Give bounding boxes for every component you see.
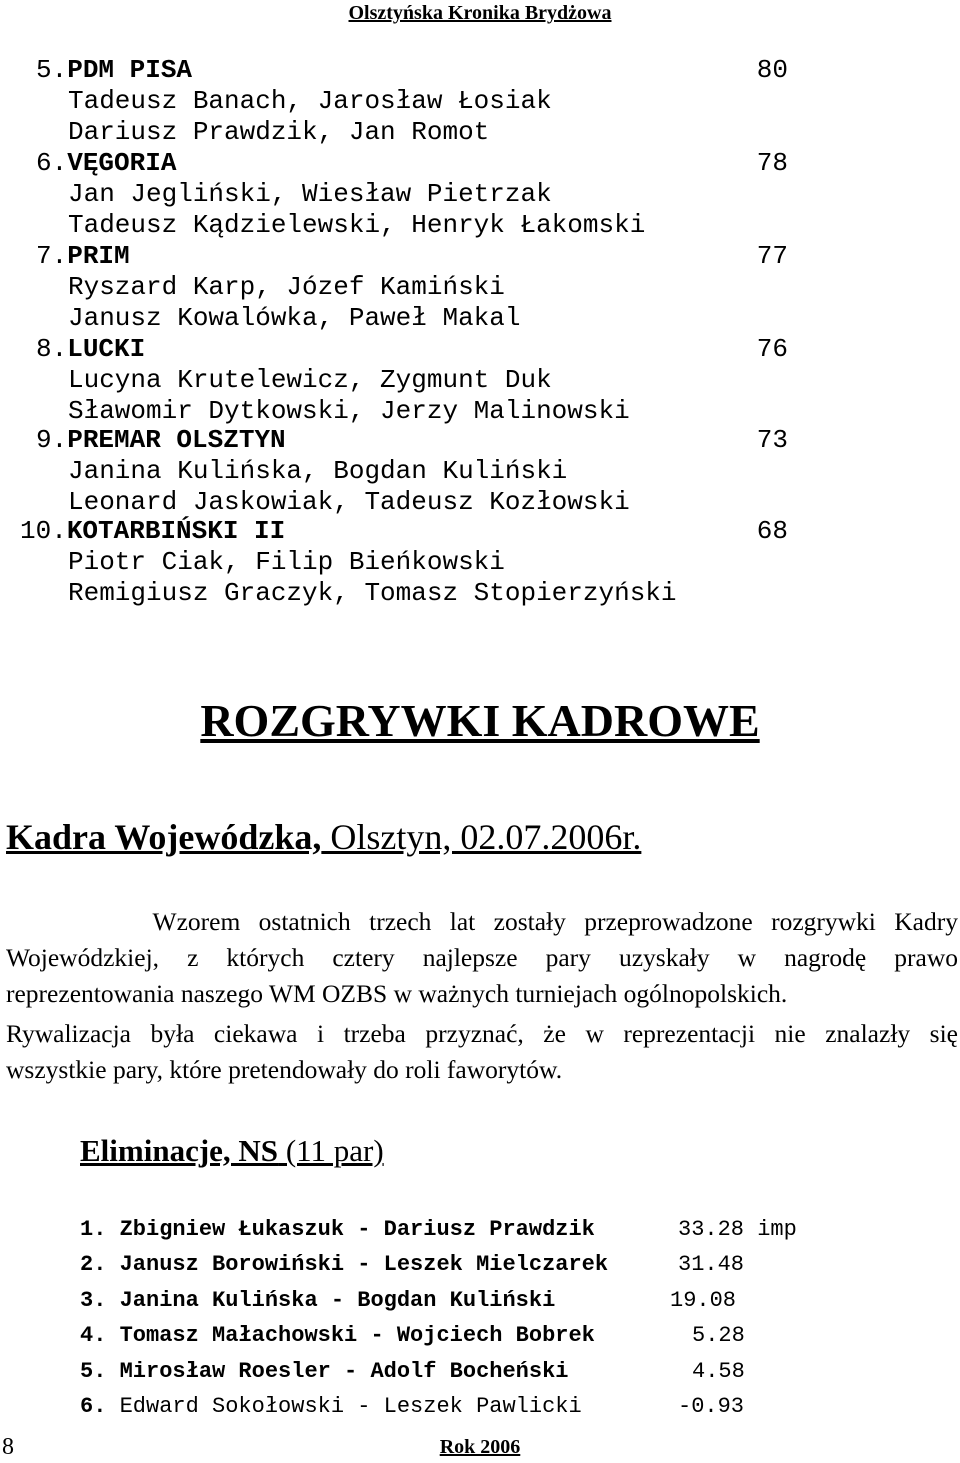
paragraph-line: Rywalizacja była ciekawa i trzeba przyznać, że w reprezentacji nie znalazły się bbox=[6, 1019, 958, 1048]
section-title: ROZGRYWKI KADROWE bbox=[200, 695, 760, 746]
result-pair: Mirosław Roesler - Adolf Bocheński bbox=[119, 1359, 569, 1384]
paragraph-line: wszystkie pary, które pretendowały do roli faworytów. bbox=[6, 1055, 563, 1084]
intro-paragraph bbox=[6, 904, 958, 1012]
eliminations-title-bold: Eliminacje, NS bbox=[80, 1133, 279, 1168]
result-row bbox=[80, 1354, 568, 1390]
result-score: 19.08 bbox=[670, 1288, 737, 1313]
rivalry-paragraph bbox=[6, 1016, 958, 1088]
result-score: 5.28 bbox=[692, 1323, 745, 1348]
result-rank: 2. bbox=[80, 1252, 107, 1277]
team-score: 80 bbox=[756, 55, 788, 85]
team-rank: 5. bbox=[36, 55, 68, 85]
result-row bbox=[80, 1283, 555, 1319]
result-pair: Tomasz Małachowski - Wojciech Bobrek bbox=[119, 1323, 595, 1348]
team-players: Leonard Jaskowiak, Tadeusz Kozłowski bbox=[68, 487, 630, 517]
result-row bbox=[80, 1318, 595, 1354]
result-score: -0.93 bbox=[678, 1394, 745, 1419]
team-players: Tadeusz Kądzielewski, Henryk Łakomski bbox=[68, 210, 646, 240]
result-row bbox=[80, 1247, 608, 1283]
eliminations-title-rest: (11 par) bbox=[278, 1133, 384, 1168]
result-row bbox=[80, 1212, 595, 1248]
running-footer: Rok 2006 bbox=[439, 1436, 521, 1458]
team-rank: 8. bbox=[36, 334, 68, 364]
result-pair: Edward Sokołowski - Leszek Pawlicki bbox=[119, 1394, 582, 1419]
team-players: Piotr Ciak, Filip Bieńkowski bbox=[68, 547, 505, 577]
team-name: PREMAR OLSZTYN bbox=[67, 425, 286, 455]
result-pair: Janusz Borowiński - Leszek Mielczarek bbox=[119, 1252, 609, 1277]
result-rank: 1. bbox=[80, 1217, 107, 1242]
result-row bbox=[80, 1389, 582, 1425]
eliminations-title bbox=[80, 1130, 384, 1172]
event-title bbox=[6, 813, 641, 861]
team-rank: 9. bbox=[36, 425, 68, 455]
result-score: 31.48 bbox=[678, 1252, 745, 1277]
team-players: Remigiusz Graczyk, Tomasz Stopierzyński bbox=[68, 578, 677, 608]
result-pair: Janina Kulińska - Bogdan Kuliński bbox=[119, 1288, 556, 1313]
paragraph-line: Wojewódzkiej, z których cztery najlepsze pary uzyskały w nagrodę prawo bbox=[6, 943, 958, 972]
team-score: 68 bbox=[756, 516, 788, 546]
team-players: Jan Jegliński, Wiesław Pietrzak bbox=[68, 179, 552, 209]
team-name: PRIM bbox=[67, 241, 130, 271]
result-pair: Zbigniew Łukaszuk - Dariusz Prawdzik bbox=[119, 1217, 595, 1242]
team-score: 76 bbox=[756, 334, 788, 364]
team-score: 73 bbox=[756, 425, 788, 455]
team-players: Janina Kulińska, Bogdan Kuliński bbox=[68, 456, 568, 486]
page-number: 8 bbox=[2, 1434, 14, 1460]
team-rank: 7. bbox=[36, 241, 68, 271]
result-score: 33.28 imp bbox=[678, 1217, 797, 1242]
team-players: Sławomir Dytkowski, Jerzy Malinowski bbox=[68, 396, 630, 426]
team-standings bbox=[20, 55, 796, 615]
team-name: KOTARBIŃSKI II bbox=[66, 516, 286, 546]
team-players: Tadeusz Banach, Jarosław Łosiak bbox=[68, 86, 552, 116]
event-title-rest: Olsztyn, 02.07.2006r. bbox=[321, 817, 642, 857]
result-score: 4.58 bbox=[692, 1359, 745, 1384]
event-title-bold: Kadra Wojewódzka, bbox=[6, 817, 322, 857]
team-name: PDM PISA bbox=[67, 55, 193, 85]
team-players: Lucyna Krutelewicz, Zygmunt Duk bbox=[68, 365, 552, 395]
paragraph-line: reprezentowania naszego WM OZBS w ważnych turniejach ogólnopolskich. bbox=[6, 979, 788, 1008]
result-rank: 6. bbox=[80, 1394, 107, 1419]
team-rank: 10. bbox=[20, 516, 67, 546]
team-players: Janusz Kowalówka, Paweł Makal bbox=[68, 303, 521, 333]
team-players: Ryszard Karp, Józef Kamiński bbox=[68, 272, 505, 302]
team-name: VĘGORIA bbox=[67, 148, 177, 178]
running-header: Olsztyńska Kronika Brydżowa bbox=[348, 2, 612, 24]
result-rank: 4. bbox=[80, 1323, 107, 1348]
result-rank: 3. bbox=[80, 1288, 107, 1313]
result-rank: 5. bbox=[80, 1359, 107, 1384]
team-name: LUCKI bbox=[67, 334, 146, 364]
team-score: 78 bbox=[756, 148, 788, 178]
team-players: Dariusz Prawdzik, Jan Romot bbox=[68, 117, 490, 147]
team-rank: 6. bbox=[36, 148, 68, 178]
team-score: 77 bbox=[756, 241, 788, 271]
paragraph-line: Wzorem ostatnich trzech lat zostały przeprowadzone rozgrywki Kadry bbox=[6, 907, 958, 936]
